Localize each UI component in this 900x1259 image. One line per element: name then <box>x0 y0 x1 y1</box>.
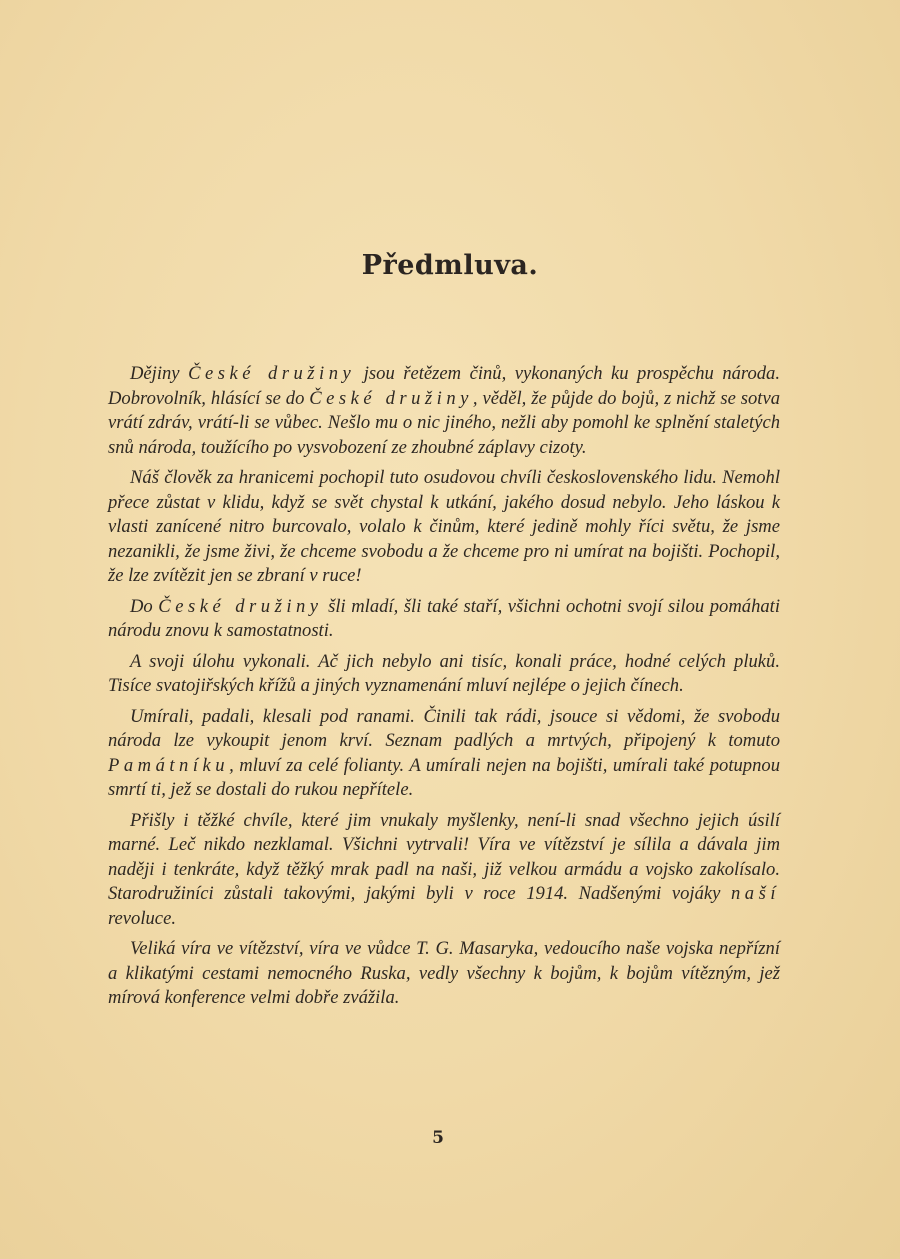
text-run: Dějiny <box>130 363 189 384</box>
paragraph <box>108 595 780 644</box>
page-number: 5 <box>432 1128 444 1148</box>
paragraph <box>108 466 780 589</box>
text-run: A svoji úlohu vykonali. Ač jich nebylo ani tisíc, konali práce, hodné celých pluků. Tisíce svatojiřských křížů a jiných vyznamenání mluví nejlépe o jejich čínech. <box>108 650 780 696</box>
text-run: , mluví za celé folianty. A umírali nejen na bojišti, umírali také potupnou smrtí ti, jež se dostali do rukou nepřítele. <box>108 754 780 800</box>
text-run: Přišly i těžké chvíle, které jim vnukaly myšlenky, není-li snad všechno jejich úsilí marné. Leč nikdo nezklamal. Všichni vytrvali! Víra ve vítězství je sílila a dávala jim naději i tenkráte, když těžký mrak padl na naši, již velkou armádu a vojsko zakolísalo. Starodružiníci zůstali takovými, jakými byli v roce 1914. Nadšenými vojáky <box>108 809 780 904</box>
text-run: revoluce. <box>108 907 176 929</box>
page-title: Předmluva. <box>361 250 539 282</box>
paragraph <box>108 650 780 699</box>
spaced-emphasis: Památníku <box>108 754 230 776</box>
spaced-emphasis: České družiny <box>188 363 356 384</box>
preface-text <box>108 362 780 1017</box>
paragraph <box>108 705 780 803</box>
spaced-emphasis: České družiny <box>309 387 473 409</box>
text-run: Veliká víra ve vítězství, víra ve vůdce T. G. Masaryka, vedoucího naše vojska nepřízní a klikatými cestami nemocného Ruska, vedly všechny k bojům, k bojům vítězným, jež mírová konference velmi dobře zvážila. <box>108 938 780 1008</box>
text-run: šli mladí, šli také staří, všichni ochotni svojí silou pomáhati národu znovu k samostatnosti. <box>108 595 781 641</box>
spaced-emphasis: naší <box>731 883 780 904</box>
text-run: Do <box>130 595 159 617</box>
text-run: Náš člověk za hranicemi pochopil tuto osudovou chvíli československého lidu. Nemohl přece zůstat v klidu, když se svět chystal k utkání, jakého dosud nebylo. Jeho láskou k vlasti zanícené nitro burcovalo, volalo k činům, které jedině mohly říci světu, že jsme nezanikli, že jsme živi, že chceme svobodu a že chceme pro ni umírat na bojišti. Pochopil, že lze zvítězit jen se zbraní v ruce! <box>108 467 780 586</box>
text-run: Umírali, padali, klesali pod ranami. Činili tak rádi, jsouce si vědomi, že svobodu národa lze vykoupit jenom krví. Seznam padlých a mrtvých, připojený k tomuto <box>108 705 780 751</box>
text-run: , věděl, že půjde do bojů, z nichž se sotva vrátí zdráv, vrátí-li se vůbec. Nešlo mu o nic jiného, nežli aby pomohl ke splnění staletých snů národa, toužícího po vysvobození ze zhoubné záplavy cizoty. <box>108 387 780 458</box>
paragraph <box>108 809 780 932</box>
text-run: jsou řetězem činů, vykonaných ku prospěchu národa. Dobrovolník, hlásící se do <box>108 363 781 409</box>
paragraph <box>108 937 780 1011</box>
spaced-emphasis: České družiny <box>158 595 323 617</box>
paragraph <box>108 362 780 460</box>
